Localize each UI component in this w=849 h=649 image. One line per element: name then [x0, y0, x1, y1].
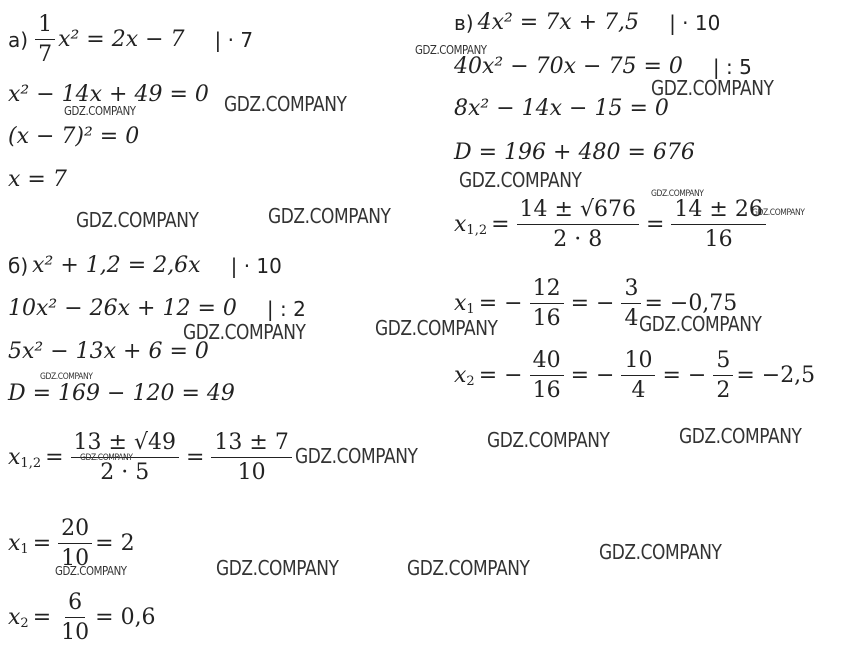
- a-equation-2: x² − 14x + 49 = 0: [8, 82, 209, 107]
- b-x2-sub: 2: [20, 616, 29, 631]
- c-eq2-multiplier: | : 5: [712, 55, 752, 79]
- frac-num: 6: [65, 592, 85, 618]
- b-eq2-multiplier: | : 2: [266, 297, 306, 321]
- c-x1-result: = −0,75: [644, 291, 738, 316]
- frac-num: 14 ± 26: [671, 199, 765, 225]
- b-roots-sub: 1,2: [20, 456, 42, 471]
- frac-den: 7: [38, 42, 53, 67]
- frac-den: 2 · 8: [553, 227, 603, 252]
- frac-num: 14 ± √676: [517, 199, 639, 225]
- watermark: GDZ.COMPANY: [216, 556, 339, 580]
- b-x2-fraction: [58, 592, 92, 644]
- watermark: GDZ.COMPANY: [407, 556, 530, 580]
- b-discriminant: D = 169 − 120 = 49: [8, 381, 235, 406]
- watermark: GDZ.COMPANY: [55, 564, 127, 578]
- part-b-label: б): [8, 254, 29, 278]
- frac-num: 13 ± √49: [71, 432, 179, 458]
- frac-den: 2: [716, 378, 731, 403]
- frac-num: 10: [621, 350, 655, 376]
- c-root-1: x 1 = − $\frac{12}{16}$ = − $\frac{3}{4}$ = −0,75: [454, 276, 738, 331]
- b-roots-fraction-2: [211, 432, 291, 484]
- watermark: GDZ.COMPANY: [268, 204, 391, 228]
- frac-den: 16: [532, 306, 561, 331]
- watermark: GDZ.COMPANY: [487, 428, 610, 452]
- frac-num: 12: [530, 278, 564, 304]
- c-x1-sub: 1: [466, 302, 475, 317]
- b-roots-var: x: [8, 445, 21, 470]
- a-equation-1: [8, 14, 253, 66]
- watermark: GDZ.COMPANY: [752, 208, 805, 218]
- a-answer: x = 7: [8, 167, 67, 192]
- c-roots-fraction-1: [517, 199, 639, 251]
- watermark: GDZ.COMPANY: [183, 320, 306, 344]
- c-roots-sub: 1,2: [466, 223, 488, 238]
- c-eq1-multiplier: | · 10: [669, 11, 721, 35]
- watermark: GDZ.COMPANY: [64, 104, 136, 118]
- b-eq1-multiplier: | · 10: [230, 254, 282, 278]
- frac-den: 4: [631, 378, 646, 403]
- c-x2-sub: 2: [466, 374, 475, 389]
- c-eq1-text: 4x² = 7x + 7,5: [477, 10, 640, 35]
- frac-den: 2 · 5: [100, 460, 150, 485]
- a-equation-3: (x − 7)² = 0: [8, 124, 140, 149]
- watermark: GDZ.COMPANY: [295, 444, 418, 468]
- watermark: GDZ.COMPANY: [76, 208, 199, 232]
- frac-den: 16: [704, 227, 733, 252]
- c-equation-3: 8x² − 14x − 15 = 0: [454, 96, 669, 121]
- watermark: GDZ.COMPANY: [375, 316, 498, 340]
- watermark: GDZ.COMPANY: [80, 453, 133, 463]
- watermark: GDZ.COMPANY: [459, 168, 582, 192]
- c-eq2-text: 40x² − 70x − 75 = 0: [454, 54, 683, 79]
- b-x1-result: = 2: [95, 531, 135, 556]
- c-x2-result: = −2,5: [736, 363, 816, 388]
- b-eq2-text: 10x² − 26x + 12 = 0: [8, 296, 237, 321]
- a-eq1-multiplier: | · 7: [214, 28, 254, 52]
- b-equation-3: 5x² − 13x + 6 = 0: [8, 339, 209, 364]
- frac-den: 10: [237, 460, 266, 485]
- frac-den: 16: [532, 378, 561, 403]
- frac-den: 10: [61, 620, 90, 645]
- watermark: GDZ.COMPANY: [651, 189, 704, 199]
- c-roots-formula: x 1,2 = $\frac{14 \pm √676}{2 \cdot 8}$ = $\frac{14 \pm 26}{16}$: [454, 199, 769, 251]
- c-discriminant: D = 196 + 480 = 676: [454, 140, 695, 165]
- b-roots-formula: x 1,2 = $\frac{13 \pm √49}{2 \cdot 5}$ = $\frac{13 \pm 7}{10}$: [8, 432, 295, 484]
- watermark: GDZ.COMPANY: [40, 372, 93, 382]
- c-x1-fraction-1: [530, 278, 564, 330]
- b-root-2: x 2 = $\frac{6}{10}$ = 0,6: [8, 590, 156, 645]
- b-eq1-text: x² + 1,2 = 2,6x: [32, 253, 201, 278]
- frac-num: 40: [530, 350, 564, 376]
- watermark: GDZ.COMPANY: [599, 540, 722, 564]
- fraction-one-seventh: [35, 14, 55, 66]
- frac-num: 1: [35, 14, 55, 40]
- b-equation-2: [8, 296, 306, 322]
- frac-num: 20: [58, 518, 92, 544]
- frac-num: 5: [713, 350, 733, 376]
- watermark: GDZ.COMPANY: [415, 43, 487, 57]
- frac-num: 3: [621, 278, 641, 304]
- c-x2-fraction-2: [621, 350, 655, 402]
- part-a-label: а): [8, 28, 29, 52]
- c-root-2: x 2 = − $\frac{40}{16}$ = − $\frac{10}{4}$ = − $\frac{5}{2}$ = −2,5: [454, 348, 816, 403]
- watermark: GDZ.COMPANY: [651, 76, 774, 100]
- b-equation-1: [8, 253, 282, 279]
- c-roots-fraction-2: [671, 199, 765, 251]
- frac-den: 4: [624, 306, 639, 331]
- b-x2-result: = 0,6: [95, 605, 156, 630]
- a-eq1-rest: x² = 2x − 7: [58, 27, 185, 52]
- frac-den: 10: [61, 546, 90, 571]
- watermark: GDZ.COMPANY: [639, 312, 762, 336]
- watermark: GDZ.COMPANY: [224, 92, 347, 116]
- b-root-1: x 1 = $\frac{20}{10}$ = 2: [8, 516, 135, 571]
- part-c-label: в): [454, 11, 474, 35]
- c-x2-fraction-1: [530, 350, 564, 402]
- watermark: GDZ.COMPANY: [679, 424, 802, 448]
- b-x1-fraction: [58, 518, 92, 570]
- c-equation-1: [454, 10, 720, 36]
- b-x1-sub: 1: [20, 542, 29, 557]
- c-x2-fraction-3: [713, 350, 733, 402]
- frac-num: 13 ± 7: [211, 432, 291, 458]
